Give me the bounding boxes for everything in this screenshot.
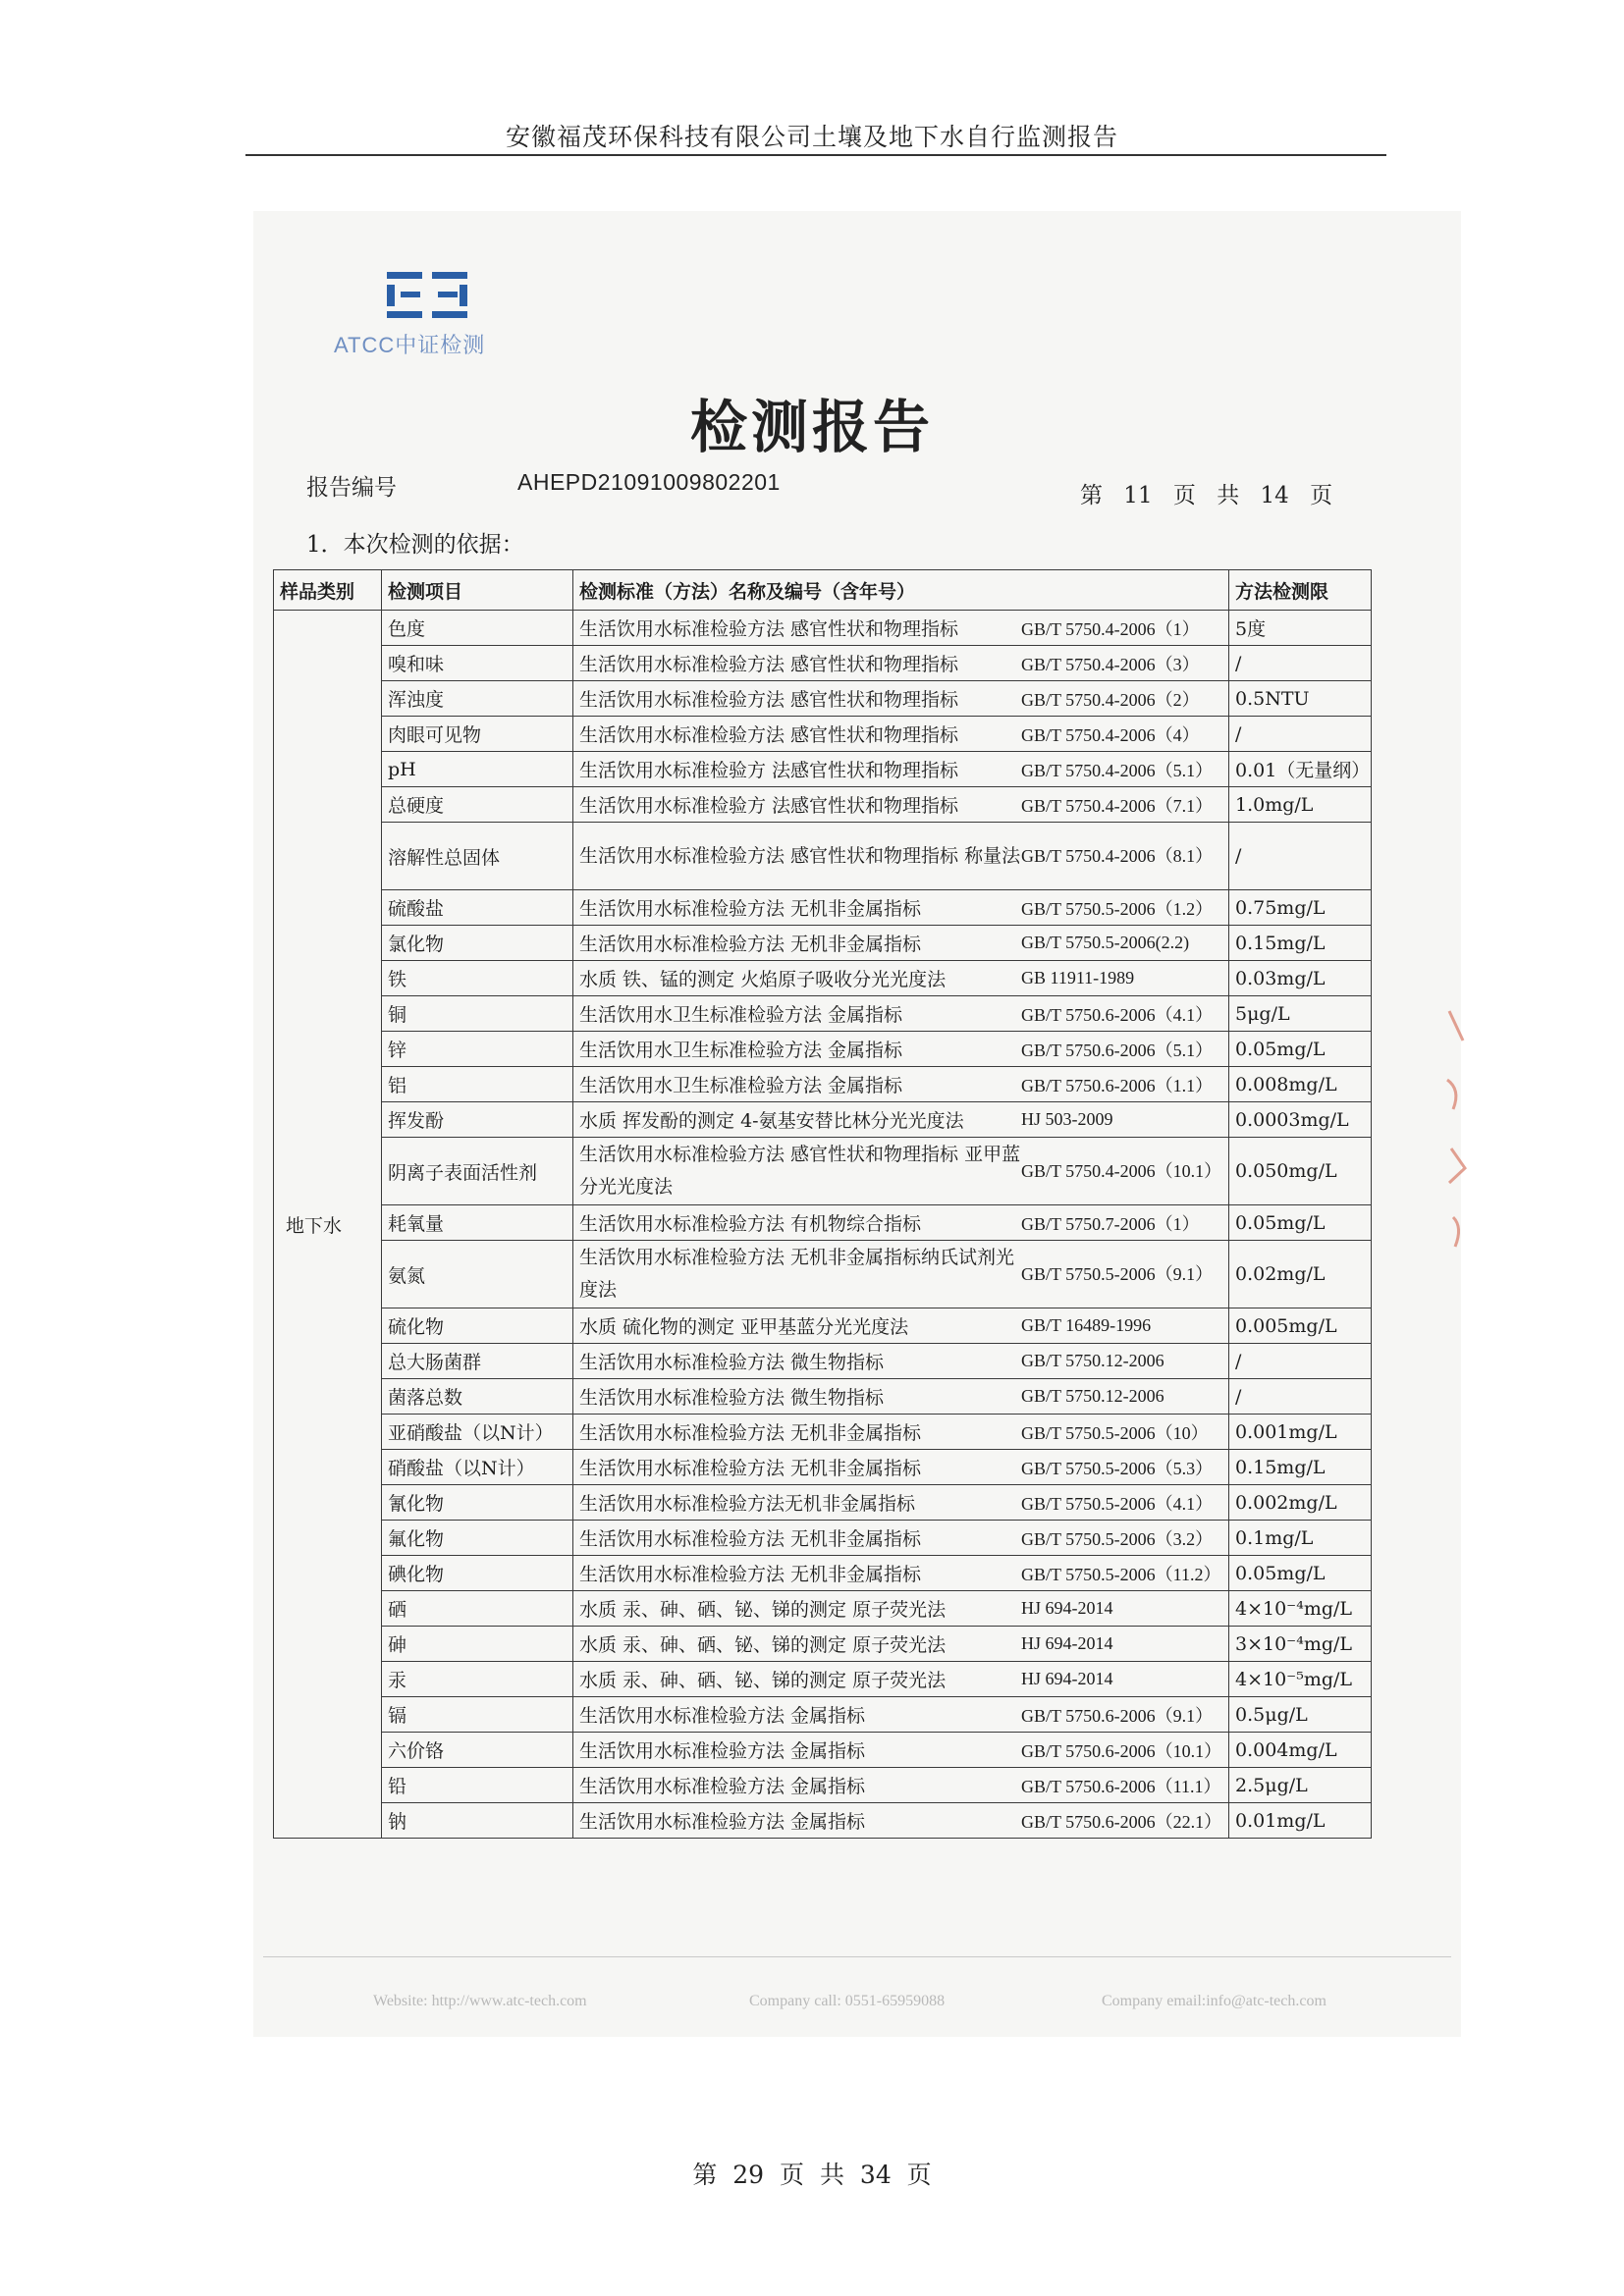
table-row [274,961,1372,996]
detection-item: 硝酸盐（以N计） [382,1450,573,1485]
method-name: 生活饮用水标准检验方法 感官性状和物理指标 [579,654,959,675]
detection-limit: / [1229,823,1372,890]
standard-number: HJ 694-2014 [1021,1669,1113,1688]
standard-number: GB/T 5750.7-2006（1） [1021,1213,1200,1234]
method-cell [573,1415,1229,1450]
detection-limit: 0.05mg/L [1229,1032,1372,1067]
method-name: 生活饮用水标准检验方法 有机物综合指标 [579,1213,922,1235]
detection-limit: / [1229,717,1372,752]
detection-limit: 0.050mg/L [1229,1138,1372,1205]
standard-number: GB/T 5750.6-2006（11.1） [1021,1776,1221,1796]
table-row [274,1521,1372,1556]
header-method: 检测标准（方法）名称及编号（含年号） [573,570,1229,611]
method-cell [573,1067,1229,1102]
footer-phone: Company call: 0551-65959088 [749,1993,946,2009]
detection-limit: 4×10⁻⁵mg/L [1229,1662,1372,1697]
standard-number: GB/T 5750.4-2006（4） [1021,724,1200,745]
method-cell [573,752,1229,787]
table-row [274,1308,1372,1344]
method-cell [573,1627,1229,1662]
method-name: 生活饮用水标准检验方法 金属指标 [579,1776,866,1797]
standard-number: GB/T 16489-1996 [1021,1315,1152,1335]
method-name: 生活饮用水标准检验方法 金属指标 [579,1740,866,1762]
detection-limit: 0.001mg/L [1229,1415,1372,1450]
detection-limit: / [1229,1344,1372,1379]
detection-item: 铁 [382,961,573,996]
method-name: 生活饮用水标准检验方法 感官性状和物理指标 亚甲蓝分光光度法 [579,1144,1021,1198]
standard-number: GB/T 5750.5-2006（4.1） [1021,1493,1214,1514]
method-name: 生活饮用水卫生标准检验方法 金属指标 [579,1075,903,1096]
method-cell [573,717,1229,752]
detection-item: 硫酸盐 [382,890,573,926]
detection-item: 氟化物 [382,1521,573,1556]
standard-number: GB/T 5750.4-2006（8.1） [1021,845,1214,866]
standard-number: GB/T 5750.6-2006（10.1） [1021,1740,1222,1761]
standard-number: GB/T 5750.4-2006（1） [1021,618,1200,639]
method-name: 生活饮用水标准检验方法 金属指标 [579,1705,866,1727]
method-name: 生活饮用水标准检验方法 感官性状和物理指标 称量法 [579,844,1021,867]
table-row [274,611,1372,646]
method-cell [573,1308,1229,1344]
table-row [274,1138,1372,1205]
table-row [274,1067,1372,1102]
detection-item: 浑浊度 [382,681,573,717]
standard-number: GB/T 5750.4-2006（2） [1021,689,1200,710]
running-header: 安徽福茂环保科技有限公司土壤及地下水自行监测报告 [505,123,1118,151]
detection-limit: 0.02mg/L [1229,1241,1372,1308]
standard-number: GB/T 5750.6-2006（22.1） [1021,1811,1222,1832]
standard-number: GB/T 5750.5-2006（5.3） [1021,1458,1214,1478]
standard-number: GB/T 5750.6-2006（4.1） [1021,1004,1214,1025]
header-detection-limit: 方法检测限 [1229,570,1372,611]
detection-item: 氨氮 [382,1241,573,1308]
method-name: 生活饮用水标准检验方法 感官性状和物理指标 [579,689,959,711]
table-row [274,646,1372,681]
detection-item: 汞 [382,1662,573,1697]
detection-limit: / [1229,646,1372,681]
method-cell [573,961,1229,996]
table-row [274,1379,1372,1415]
standard-number: GB/T 5750.5-2006（3.2） [1021,1528,1214,1549]
method-name: 生活饮用水标准检验方法无机非金属指标 [579,1493,916,1515]
method-name: 生活饮用水标准检验方法 无机非金属指标 [579,1458,922,1479]
table-row [274,1415,1372,1450]
method-name: 生活饮用水标准检验方法 无机非金属指标 [579,1422,922,1444]
method-cell [573,1138,1229,1205]
standard-number: GB/T 5750.12-2006 [1021,1351,1164,1370]
detection-limit: 0.5NTU [1229,681,1372,717]
table-row [274,1241,1372,1308]
detection-limit: 0.15mg/L [1229,1450,1372,1485]
report-number: AHEPD21091009802201 [517,469,781,495]
table-row [274,1450,1372,1485]
detection-item: 钠 [382,1803,573,1839]
table-row [274,1768,1372,1803]
standard-number: GB/T 5750.5-2006(2.2) [1021,933,1190,952]
table-row [274,1662,1372,1697]
method-name: 水质 硫化物的测定 亚甲基蓝分光光度法 [579,1316,909,1338]
detection-limit: 5度 [1229,611,1372,646]
detection-item: 氯化物 [382,926,573,961]
detection-limit: 0.05mg/L [1229,1556,1372,1591]
footer-rule [263,1956,1451,1957]
detection-limit: 2.5μg/L [1229,1768,1372,1803]
detection-item: 色度 [382,611,573,646]
method-cell [573,681,1229,717]
table-row [274,890,1372,926]
detection-limit: 0.0003mg/L [1229,1102,1372,1138]
method-cell [573,1450,1229,1485]
table-row [274,1803,1372,1839]
detection-item: 嗅和味 [382,646,573,681]
detection-item: 菌落总数 [382,1379,573,1415]
standard-number: GB/T 5750.5-2006（1.2） [1021,898,1214,919]
standard-number: GB 11911-1989 [1021,968,1135,988]
table-row [274,1032,1372,1067]
detection-limit: 3×10⁻⁴mg/L [1229,1627,1372,1662]
method-cell [573,787,1229,823]
method-name: 生活饮用水标准检验方法 金属指标 [579,1811,866,1833]
detection-item: 总大肠菌群 [382,1344,573,1379]
detection-limit: / [1229,1379,1372,1415]
method-name: 水质 汞、砷、硒、铋、锑的测定 原子荧光法 [579,1599,947,1621]
standard-number: GB/T 5750.5-2006（11.2） [1021,1564,1221,1584]
method-cell [573,1521,1229,1556]
method-cell [573,1768,1229,1803]
header-sample-type: 样品类别 [274,570,382,611]
method-name: 水质 铁、锰的测定 火焰原子吸收分光光度法 [579,969,947,990]
method-cell [573,926,1229,961]
detection-limit: 0.01（无量纲） [1229,752,1372,787]
method-name: 生活饮用水标准检验方法 无机非金属指标 [579,934,922,955]
method-cell [573,1556,1229,1591]
standard-number: GB/T 5750.4-2006（3） [1021,654,1200,674]
standard-number: GB/T 5750.6-2006（5.1） [1021,1040,1214,1060]
detection-limit: 0.03mg/L [1229,961,1372,996]
detection-item: 铝 [382,1067,573,1102]
detection-item: 肉眼可见物 [382,717,573,752]
method-name: 生活饮用水标准检验方 法感官性状和物理指标 [579,795,959,817]
standard-number: HJ 694-2014 [1021,1598,1113,1618]
detection-item: 耗氧量 [382,1205,573,1241]
report-number-label: 报告编号 [306,475,397,501]
table-row [274,1102,1372,1138]
standard-number: GB/T 5750.5-2006（9.1） [1021,1263,1214,1284]
standard-number: HJ 503-2009 [1021,1109,1113,1129]
detection-methods-table [273,569,1372,1839]
detection-item: 铅 [382,1768,573,1803]
standard-number: HJ 694-2014 [1021,1633,1113,1653]
table-row [274,1485,1372,1521]
detection-limit: 0.005mg/L [1229,1308,1372,1344]
detection-item: 六价铬 [382,1733,573,1768]
footer-website: Website: http://www.atc-tech.com [373,1993,587,2009]
table-row [274,1556,1372,1591]
table-row [274,996,1372,1032]
detection-item: 硫化物 [382,1308,573,1344]
detection-limit: 0.004mg/L [1229,1733,1372,1768]
detection-limit: 0.05mg/L [1229,1205,1372,1241]
method-name: 生活饮用水标准检验方法 感官性状和物理指标 [579,724,959,746]
header-rule [245,154,1386,156]
detection-item: pH [382,752,573,787]
method-cell [573,1485,1229,1521]
detection-limit: 0.5μg/L [1229,1697,1372,1733]
method-cell [573,1205,1229,1241]
method-name: 生活饮用水标准检验方法 无机非金属指标纳氏试剂光度法 [579,1247,1015,1301]
table-row [274,1733,1372,1768]
table-row [274,752,1372,787]
detection-item: 砷 [382,1627,573,1662]
method-name: 生活饮用水标准检验方法 无机非金属指标 [579,1528,922,1550]
method-name: 生活饮用水标准检验方法 无机非金属指标 [579,898,922,920]
method-name: 生活饮用水卫生标准检验方法 金属指标 [579,1040,903,1061]
method-cell [573,1241,1229,1308]
detection-item: 铜 [382,996,573,1032]
standard-number: GB/T 5750.4-2006（7.1） [1021,795,1214,816]
method-cell [573,1102,1229,1138]
detection-limit: 0.75mg/L [1229,890,1372,926]
section-heading: 1．本次检测的依据： [306,532,524,558]
standard-number: GB/T 5750.4-2006（5.1） [1021,760,1214,780]
standard-number: GB/T 5750.4-2006（10.1） [1021,1160,1222,1181]
method-cell [573,1032,1229,1067]
detection-item: 镉 [382,1697,573,1733]
detection-limit: 0.002mg/L [1229,1485,1372,1521]
detection-item: 溶解性总固体 [382,823,573,890]
page-number: 第 29 页 共 34 页 [692,2161,932,2189]
detection-item: 亚硝酸盐（以N计） [382,1415,573,1450]
detection-limit: 4×10⁻⁴mg/L [1229,1591,1372,1627]
method-name: 生活饮用水卫生标准检验方法 金属指标 [579,1004,903,1026]
table-row [274,823,1372,890]
report-page-info: 第 11 页 共 14 页 [1080,483,1333,508]
method-cell [573,1662,1229,1697]
method-name: 生活饮用水标准检验方法 感官性状和物理指标 [579,618,959,640]
detection-item: 总硬度 [382,787,573,823]
logo-text: ATCC中证检测 [334,333,486,357]
table-row [274,681,1372,717]
method-cell [573,611,1229,646]
method-cell [573,1697,1229,1733]
detection-item: 氰化物 [382,1485,573,1521]
method-cell [573,996,1229,1032]
method-cell [573,890,1229,926]
header-item: 检测项目 [382,570,573,611]
detection-limit: 0.15mg/L [1229,926,1372,961]
standard-number: GB/T 5750.6-2006（9.1） [1021,1705,1214,1726]
method-cell [573,1591,1229,1627]
method-name: 水质 汞、砷、硒、铋、锑的测定 原子荧光法 [579,1634,947,1656]
method-name: 水质 汞、砷、硒、铋、锑的测定 原子荧光法 [579,1670,947,1691]
method-name: 生活饮用水标准检验方 法感官性状和物理指标 [579,760,959,781]
table-row [274,717,1372,752]
detection-limit: 0.01mg/L [1229,1803,1372,1839]
detection-limit: 5μg/L [1229,996,1372,1032]
detection-limit: 0.008mg/L [1229,1067,1372,1102]
method-name: 生活饮用水标准检验方法 微生物指标 [579,1352,885,1373]
table-row [274,1697,1372,1733]
detection-item: 硒 [382,1591,573,1627]
table-row [274,1344,1372,1379]
method-name: 生活饮用水标准检验方法 无机非金属指标 [579,1564,922,1585]
method-cell [573,1733,1229,1768]
standard-number: GB/T 5750.6-2006（1.1） [1021,1075,1214,1095]
method-cell [573,1379,1229,1415]
table-row [274,787,1372,823]
method-name: 水质 挥发酚的测定 4-氨基安替比林分光光度法 [579,1110,964,1132]
standard-number: GB/T 5750.12-2006 [1021,1386,1164,1406]
table-header-row [274,570,1372,611]
sample-category: 地下水 [274,611,382,1839]
detection-limit: 0.1mg/L [1229,1521,1372,1556]
detection-item: 阴离子表面活性剂 [382,1138,573,1205]
method-cell [573,646,1229,681]
report-title: 检测报告 [689,394,934,460]
detection-item: 挥发酚 [382,1102,573,1138]
detection-limit: 1.0mg/L [1229,787,1372,823]
standard-number: GB/T 5750.5-2006（10） [1021,1422,1209,1443]
table-row [274,926,1372,961]
method-name: 生活饮用水标准检验方法 微生物指标 [579,1387,885,1409]
method-cell [573,823,1229,890]
table-row [274,1627,1372,1662]
method-cell [573,1803,1229,1839]
table-row [274,1205,1372,1241]
seal-edge-mark [1443,1001,1471,1256]
method-cell [573,1344,1229,1379]
detection-item: 碘化物 [382,1556,573,1591]
atcc-logo [330,270,536,358]
footer-email: Company email:info@atc-tech.com [1102,1993,1326,2009]
table-row [274,1591,1372,1627]
detection-item: 锌 [382,1032,573,1067]
